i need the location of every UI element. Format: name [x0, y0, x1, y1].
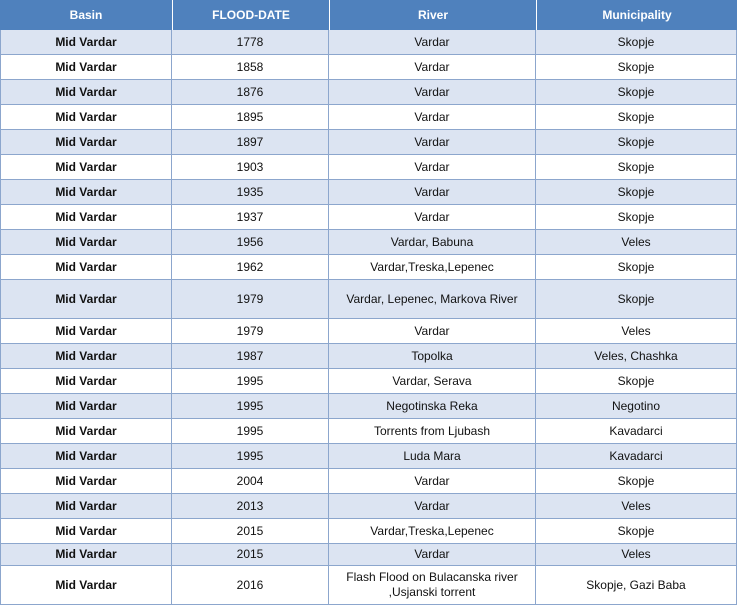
cell-date: 1979: [172, 280, 329, 319]
cell-municipality: Veles: [536, 230, 737, 255]
cell-river: Vardar: [329, 205, 536, 230]
cell-basin: Mid Vardar: [0, 494, 172, 519]
cell-basin: Mid Vardar: [0, 444, 172, 469]
cell-river: Vardar: [329, 180, 536, 205]
cell-municipality: Veles: [536, 494, 737, 519]
table-row: [0, 369, 737, 394]
cell-river: Vardar: [329, 130, 536, 155]
cell-river: Vardar, Lepenec, Markova River: [329, 280, 536, 319]
cell-river: Torrents from Ljubash: [329, 419, 536, 444]
cell-date: 1895: [172, 105, 329, 130]
cell-river: Vardar, Babuna: [329, 230, 536, 255]
table-row: [0, 566, 737, 605]
table-row: [0, 319, 737, 344]
cell-river: Vardar: [329, 469, 536, 494]
table-row: [0, 444, 737, 469]
cell-basin: Mid Vardar: [0, 319, 172, 344]
table-row: [0, 105, 737, 130]
cell-river: Vardar: [329, 544, 536, 566]
cell-river: Vardar: [329, 155, 536, 180]
cell-municipality: Kavadarci: [536, 419, 737, 444]
cell-basin: Mid Vardar: [0, 394, 172, 419]
cell-basin: Mid Vardar: [0, 519, 172, 544]
cell-basin: Mid Vardar: [0, 369, 172, 394]
table-row: [0, 80, 737, 105]
table-row: [0, 180, 737, 205]
cell-date: 2016: [172, 566, 329, 605]
table-row: [0, 205, 737, 230]
cell-date: 2013: [172, 494, 329, 519]
cell-municipality: Kavadarci: [536, 444, 737, 469]
cell-date: 1995: [172, 369, 329, 394]
cell-municipality: Veles, Chashka: [536, 344, 737, 369]
cell-municipality: Skopje: [536, 519, 737, 544]
cell-municipality: Skopje: [536, 255, 737, 280]
table-row: [0, 544, 737, 566]
table-row: [0, 344, 737, 369]
cell-date: 1979: [172, 319, 329, 344]
header-river: River: [329, 0, 536, 30]
cell-date: 1995: [172, 394, 329, 419]
cell-basin: Mid Vardar: [0, 130, 172, 155]
cell-river: Vardar,Treska,Lepenec: [329, 255, 536, 280]
cell-municipality: Skopje: [536, 205, 737, 230]
cell-basin: Mid Vardar: [0, 55, 172, 80]
cell-date: 1962: [172, 255, 329, 280]
cell-municipality: Skopje: [536, 30, 737, 55]
cell-river: Vardar: [329, 80, 536, 105]
table-body: [0, 30, 737, 605]
cell-basin: Mid Vardar: [0, 566, 172, 605]
cell-municipality: Skopje: [536, 469, 737, 494]
cell-municipality: Skopje: [536, 105, 737, 130]
cell-municipality: Skopje: [536, 155, 737, 180]
cell-date: 1778: [172, 30, 329, 55]
cell-date: 1858: [172, 55, 329, 80]
table-row: [0, 494, 737, 519]
cell-basin: Mid Vardar: [0, 155, 172, 180]
header-flood-date: FLOOD-DATE: [172, 0, 329, 30]
cell-basin: Mid Vardar: [0, 205, 172, 230]
cell-municipality: Skopje: [536, 80, 737, 105]
header-row: [0, 0, 737, 30]
table-row: [0, 419, 737, 444]
cell-municipality: Skopje: [536, 280, 737, 319]
cell-municipality: Skopje, Gazi Baba: [536, 566, 737, 605]
cell-river: Vardar: [329, 105, 536, 130]
cell-date: 1876: [172, 80, 329, 105]
cell-river: Negotinska Reka: [329, 394, 536, 419]
cell-basin: Mid Vardar: [0, 30, 172, 55]
cell-municipality: Skopje: [536, 180, 737, 205]
cell-basin: Mid Vardar: [0, 419, 172, 444]
header-municipality: Municipality: [536, 0, 737, 30]
cell-municipality: Veles: [536, 544, 737, 566]
cell-date: 1987: [172, 344, 329, 369]
cell-river: Vardar, Serava: [329, 369, 536, 394]
cell-river: Vardar: [329, 30, 536, 55]
cell-basin: Mid Vardar: [0, 80, 172, 105]
table-row: [0, 469, 737, 494]
table-row: [0, 230, 737, 255]
cell-municipality: Veles: [536, 319, 737, 344]
table-row: [0, 130, 737, 155]
header-basin: Basin: [0, 0, 172, 30]
table-row: [0, 255, 737, 280]
cell-municipality: Skopje: [536, 130, 737, 155]
cell-date: 2015: [172, 519, 329, 544]
cell-river: Topolka: [329, 344, 536, 369]
cell-basin: Mid Vardar: [0, 544, 172, 566]
table-row: [0, 394, 737, 419]
cell-river: Vardar: [329, 55, 536, 80]
cell-basin: Mid Vardar: [0, 280, 172, 319]
cell-basin: Mid Vardar: [0, 344, 172, 369]
cell-river: Flash Flood on Bulacanska river ,Usjanski torrent: [329, 566, 536, 605]
cell-date: 1935: [172, 180, 329, 205]
cell-date: 1903: [172, 155, 329, 180]
cell-date: 2004: [172, 469, 329, 494]
cell-date: 1897: [172, 130, 329, 155]
table-header: [0, 0, 737, 30]
cell-date: 1937: [172, 205, 329, 230]
cell-date: 1995: [172, 419, 329, 444]
cell-basin: Mid Vardar: [0, 469, 172, 494]
cell-municipality: Skopje: [536, 55, 737, 80]
cell-municipality: Negotino: [536, 394, 737, 419]
cell-date: 2015: [172, 544, 329, 566]
cell-municipality: Skopje: [536, 369, 737, 394]
cell-basin: Mid Vardar: [0, 180, 172, 205]
cell-river: Luda Mara: [329, 444, 536, 469]
table-row: [0, 519, 737, 544]
table-row: [0, 155, 737, 180]
cell-date: 1956: [172, 230, 329, 255]
cell-river: Vardar,Treska,Lepenec: [329, 519, 536, 544]
cell-basin: Mid Vardar: [0, 105, 172, 130]
table-row: [0, 30, 737, 55]
cell-basin: Mid Vardar: [0, 230, 172, 255]
cell-basin: Mid Vardar: [0, 255, 172, 280]
cell-river: Vardar: [329, 494, 536, 519]
table-row: [0, 55, 737, 80]
cell-river: Vardar: [329, 319, 536, 344]
table-row: [0, 280, 737, 319]
cell-date: 1995: [172, 444, 329, 469]
